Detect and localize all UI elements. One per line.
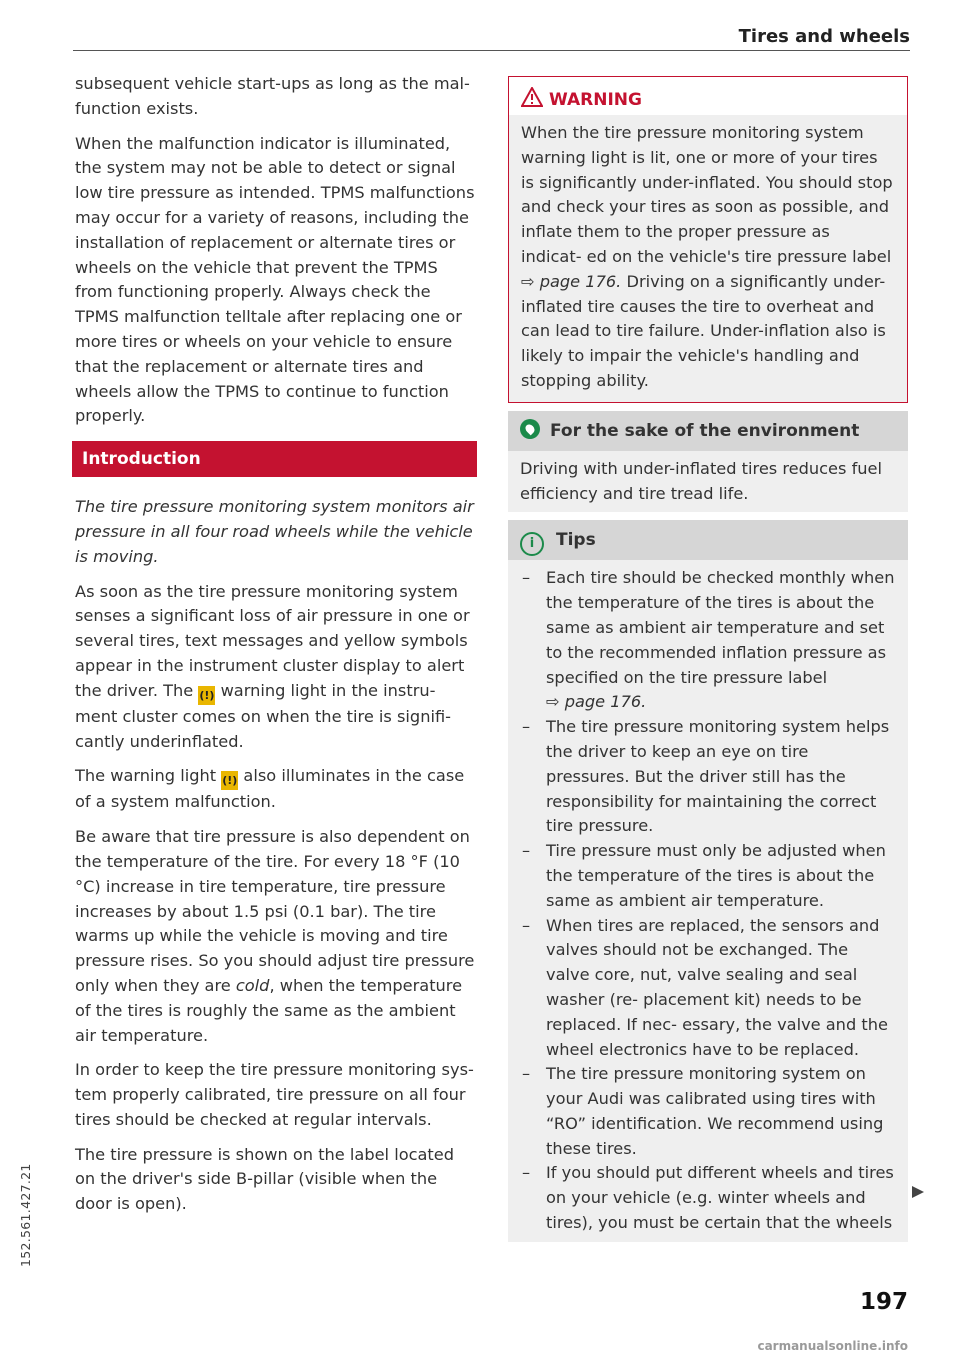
paragraph-light-a: The warning light: [75, 766, 217, 786]
tpms-warning-icon: (!): [221, 771, 238, 790]
paragraph-label-location: The tire pressure is shown on the label located on the driver's side B-pillar (visible when the door is open).: [75, 1144, 454, 1214]
section-title: Tires and wheels: [738, 26, 910, 47]
tips-item: – Tire pressure must only be adjusted when the temperature of the tires is about the same as ambient air temperature.: [520, 839, 896, 913]
header-rule: [73, 50, 910, 51]
tips-item-1: Each tire should be checked monthly when the temperature of the tires is about the same as ambient air temperature and set to the recommended inflation pressure as specified on the tire pressure label: [546, 568, 895, 687]
warning-triangle-icon: [521, 87, 543, 107]
environment-box: [508, 411, 908, 513]
environment-title: For the sake of the environment: [550, 420, 860, 441]
warning-body-b: Driving on a significantly under- inflated tire causes the tire to overheat and can lead to tire failure. Under-inflation also is likely to impair the vehicle's handling and stopping ability.: [521, 271, 886, 390]
paragraph-warning-light: [75, 764, 477, 815]
paragraph-temp-b: , when the temperature of the tires is roughly the same as the ambient air temperature.: [75, 975, 463, 1045]
tips-box: [508, 520, 908, 1242]
warning-header: [509, 77, 907, 115]
paragraph-calibration: In order to keep the tire pressure monitoring sys- tem properly calibrated, tire pressure on all four tires should be checked at regular intervals.: [75, 1060, 474, 1129]
right-column: [508, 76, 908, 1250]
leaf-icon: [520, 419, 540, 439]
paragraph-temp-a: Be aware that tire pressure is also dependent on the temperature of the tire. For every 18 °F (10 °C) increase in tire temperature, tire pressure increases by about 1.5 psi (0.1 bar). The tire warms up while the vehicle is moving and tire pressure rises. So you should adjust tire pressure only when they are: [75, 827, 475, 995]
page-number: 197: [859, 1289, 908, 1315]
paragraph-malfunction: When the malfunction indicator is illuminated, the system may not be able to detect or signal low tire pressure as intended. TPMS malfunctions may occur for a variety of reasons, including the installation of replacement or alternate tires or wheels on the vehicle that prevent the TPMS from functioning properly. Always check the TPMS malfunction telltale after replacing one or more tires or wheels on your vehicle to ensure that the replacement or alternate tires and wheels allow the TPMS to continue to function properly.: [75, 133, 475, 426]
warning-box: [508, 76, 908, 403]
tips-header: [508, 520, 908, 560]
environment-body: Driving with under-inflated tires reduces fuel efficiency and tire tread life.: [520, 458, 883, 503]
info-icon: i: [520, 532, 544, 556]
paragraph-temp-cold: cold: [235, 975, 270, 995]
warning-page-ref[interactable]: ⇨ page 176.: [521, 271, 622, 291]
tips-item: – When tires are replaced, the sensors and valves should not be exchanged. The valve core, nut, valve sealing and seal washer (re- placement kit) needs to be replaced. If nec- essary, the valve and the wheel electronics have to be replaced.: [520, 914, 896, 1063]
warning-title: WARNING: [549, 90, 642, 110]
warning-body-a: When the tire pressure monitoring system warning light is lit, one or more of your tires is significantly under-inflated. You should stop and check your tires as soon as possible, and inflate them to the proper pressure as indicat- ed on the vehicle's tire pressure label: [521, 123, 893, 266]
paragraph-light-b: also illuminates in the case of a system malfunction.: [75, 766, 465, 812]
tips-title: Tips: [556, 530, 596, 551]
tips-item: [520, 566, 896, 715]
left-column: [75, 72, 477, 1227]
paragraph-sense-a: As soon as the tire pressure monitoring system senses a significant loss of air pressure in one or several tires, text messages and yellow symbols appear in the instrument cluster display to alert the driver. The: [75, 581, 470, 700]
tips-item: – The tire pressure monitoring system helps the driver to keep an eye on tire pressures. But the driver still has the responsibility for maintaining the correct tire pressure.: [520, 715, 896, 839]
watermark: carmanualsonline.info: [757, 1339, 908, 1353]
paragraph-sense-b: warning light in the instru- ment cluster comes on when the tire is signifi- cantly underinflated.: [75, 680, 451, 751]
warning-body: [509, 115, 907, 402]
continue-arrow-icon: [912, 1186, 924, 1198]
tips-body: [508, 560, 908, 1242]
tpms-warning-icon: (!): [198, 686, 215, 705]
paragraph-continuation: subsequent vehicle start-ups as long as the mal- function exists.: [75, 74, 470, 118]
tips-page-ref[interactable]: ⇨ page 176.: [546, 692, 647, 712]
introduction-lead: The tire pressure monitoring system monitors air pressure in all four road wheels while the vehicle is moving.: [75, 497, 474, 566]
tips-item: – If you should put different wheels and tires on your vehicle (e.g. winter wheels and tires), you must be certain that the wheels: [520, 1161, 896, 1235]
tips-item: – The tire pressure monitoring system on your Audi was calibrated using tires with “RO” identification. We recommend using these tires.: [520, 1062, 896, 1161]
introduction-heading: Introduction: [72, 441, 477, 477]
side-code: 152.561.427.21: [18, 1163, 33, 1267]
paragraph-sense: [75, 580, 477, 755]
paragraph-temperature: [75, 825, 477, 1048]
environment-header: [508, 411, 908, 451]
